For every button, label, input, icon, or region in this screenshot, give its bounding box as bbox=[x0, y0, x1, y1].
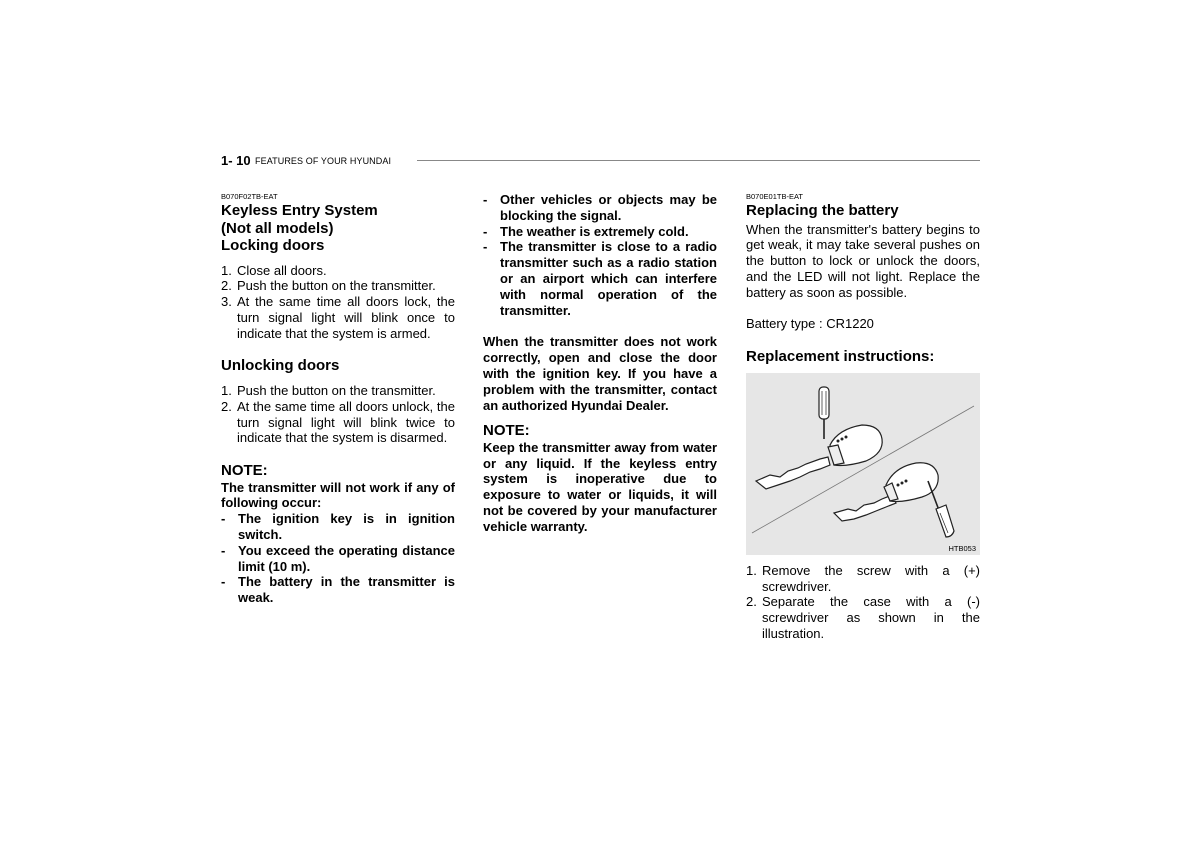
water-note: Keep the transmitter away from water or any liquid. If the keyless entry system is inoperative due to exposure to water or liquids, it will not be covered by your manufacturer vehicle warranty. bbox=[483, 439, 717, 534]
column-1 bbox=[221, 192, 455, 606]
column-3 bbox=[746, 192, 980, 642]
note-list bbox=[221, 511, 455, 606]
list-item: 1. Close all doors. bbox=[221, 262, 327, 278]
header-rule bbox=[417, 160, 980, 161]
list-item: - Other vehicles or objects may be blocking the signal. bbox=[483, 192, 717, 223]
dealer-paragraph: When the transmitter does not work correctly, open and close the door with the ignition key. If you have a problem with the transmitter, contact an authorized Hyundai Dealer. bbox=[483, 334, 717, 413]
lock-steps-list bbox=[221, 263, 455, 342]
column-2 bbox=[483, 192, 717, 535]
not-all-models-subtitle: (Not all models) bbox=[221, 219, 334, 237]
key-with-screwdriver-plus bbox=[756, 387, 882, 489]
section-code: B070E01TB-EAT bbox=[746, 192, 803, 201]
section-title: FEATURES OF YOUR HYUNDAI bbox=[255, 156, 392, 166]
key-illustration bbox=[746, 373, 980, 555]
list-item: 1. Push the button on the transmitter. bbox=[221, 382, 436, 398]
list-item: - The ignition key is in ignition switch. bbox=[221, 511, 455, 543]
list-item: - The battery in the transmitter is weak. bbox=[221, 574, 455, 606]
list-item: 2. Push the button on the transmitter. bbox=[221, 278, 436, 294]
section-code: B070F02TB-EAT bbox=[221, 192, 278, 201]
list-item: 2. Separate the case with a (-) screwdriver as shown in the illustration. bbox=[746, 594, 980, 641]
list-item: - You exceed the operating distance limit (10 m). bbox=[221, 542, 455, 574]
list-item: - The weather is extremely cold. bbox=[483, 223, 689, 239]
list-item: 3. At the same time all doors lock, the turn signal light will blink once to indicate that the system is armed. bbox=[221, 294, 455, 341]
replacement-instructions-title: Replacement instructions: bbox=[746, 348, 935, 366]
note-intro: The transmitter will not work if any of following occur: bbox=[221, 479, 455, 511]
page-header bbox=[221, 153, 980, 169]
key-with-screwdriver-minus bbox=[834, 463, 954, 537]
unlock-steps-list bbox=[221, 383, 455, 446]
page-number: 1- 10 bbox=[221, 153, 251, 168]
note-list-continued bbox=[483, 192, 717, 318]
unlocking-doors-title: Unlocking doors bbox=[221, 357, 340, 375]
replacing-battery-title: Replacing the battery bbox=[746, 202, 899, 219]
locking-doors-title: Locking doors bbox=[221, 237, 325, 254]
note-title: NOTE: bbox=[483, 422, 530, 440]
list-item: - The transmitter is close to a radio transmitter such as a radio station or an airport which can interfere with normal operation of the transmitter. bbox=[483, 239, 717, 318]
keyless-entry-title: Keyless Entry System bbox=[221, 202, 378, 219]
list-item: 1. Remove the screw with a (+) screwdriver. bbox=[746, 562, 980, 594]
replacement-steps-list bbox=[746, 563, 980, 642]
illustration-caption: HTB053 bbox=[948, 543, 976, 553]
battery-type: Battery type : CR1220 bbox=[746, 316, 874, 332]
battery-intro: When the transmitter's battery begins to get weak, it may take several pushes on the button to lock or unlock the doors, and the LED will not light. Replace the battery as soon as possible. bbox=[746, 221, 980, 300]
list-item: 2. At the same time all doors unlock, the turn signal light will blink twice to indicate that the system is disarmed. bbox=[221, 398, 455, 446]
note-title: NOTE: bbox=[221, 462, 268, 480]
key-screwdriver-illustration bbox=[746, 373, 980, 555]
